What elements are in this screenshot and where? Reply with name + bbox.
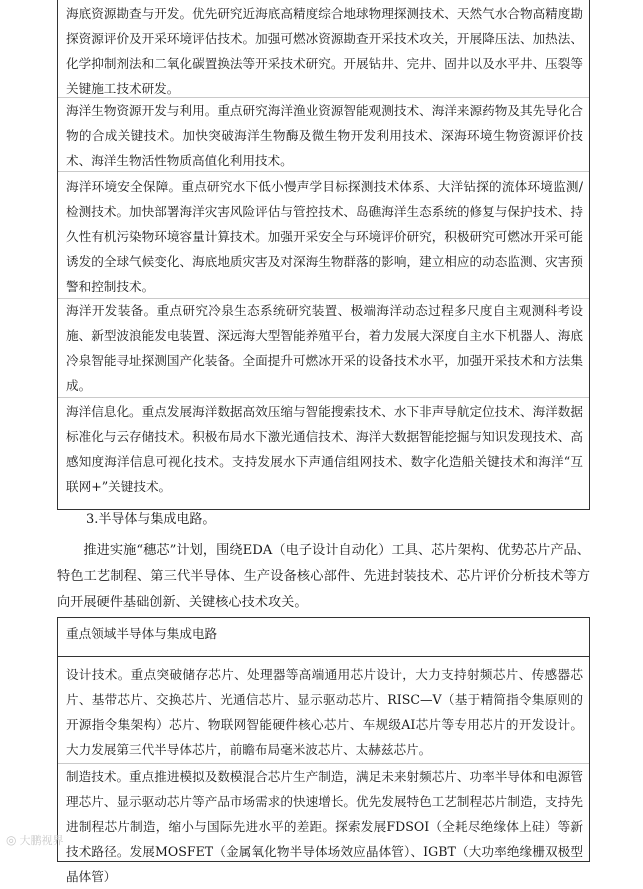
marine-tech-box (57, 0, 590, 510)
box-paragraph-marine-environment: 海洋环境安全保障。重点研究水下低小慢声学目标探测技术体系、大洋钻探的流体环境监测/检测技术。加快部署海洋灾害风险评估与管控技术、岛礁海洋生态系统的修复与保护技术、持久性有机污染物环境容量计算技术。加强开采安全与环境评价研究，积极研究可燃冰开采可能诱发的全球气候变化、海底地质灾害及对深海生物群落的影响，建立相应的动态监测、灾害预警和控制技术。 (66, 179, 583, 294)
watermark-text: 大鹏视界 (19, 834, 64, 847)
box-paragraph-manufacturing-tech: 制造技术。重点推进模拟及数模混合芯片生产制造，满足未来射频芯片、功率半导体和电源管理芯片、显示驱动芯片等产品市场需求的快速增长。优先发展特色工艺制程芯片制造，支持先进制程芯片制造，缩小与国际先进水平的差距。探索发展FDSOI（全耗尽绝缘体上硅）等新技术路径。发展MOSFET（金属氧化物半导体场效应晶体管）、IGBT（大功率绝缘栅双极型晶体管） (66, 769, 583, 884)
box-title: 重点领域半导体与集成电路 (66, 626, 218, 641)
paragraph-divider (58, 171, 589, 172)
weibo-icon: ◎ (6, 833, 17, 847)
title-divider (58, 656, 589, 657)
box-paragraph-marine-informatization: 海洋信息化。重点发展海洋数据高效压缩与智能搜索技术、水下非声导航定位技术、海洋数据标准化与云存储技术。积极布局水下激光通信技术、海洋大数据智能挖掘与知识发现技术、高感知度海洋信息可视化技术。支持发展水下声通信组网技术、数字化造船关键技术和海洋“互联网+”关键技术。 (66, 404, 583, 494)
watermark (6, 832, 63, 848)
section-heading: 3.半导体与集成电路。 (86, 512, 216, 527)
box-paragraph-seabed-resources: 海底资源勘查与开发。优先研究近海底高精度综合地球物理探测技术、天然气水合物高精度勘探资源评价及开采环境评估技术。加强可燃冰资源勘查开采技术攻关，开展降压法、加热法、化学抑制剂法和二氧化碳置换法等开采技术研究。开展钻井、完井、固井以及水平井、压裂等关键施工技术研发。 (66, 6, 583, 96)
semiconductor-box (57, 617, 590, 884)
paragraph-divider (58, 397, 589, 398)
box-paragraph-marine-equipment: 海洋开发装备。重点研究冷泉生态系统研究装置、极端海洋动态过程多尺度自主观测科考设施、新型波浪能发电装置、深远海大型智能养殖平台，着力发展大深度自主水下机器人、海底冷泉智能寻址探测国产化装备。全面提升可燃冰开采的设备技术水平，加强开采技术和方法集成。 (66, 303, 583, 393)
section-body-paragraph: 推进实施“穗芯”计划，围绕EDA（电子设计自动化）工具、芯片架构、优势芯片产品、特色工艺制程、第三代半导体、生产设备核心部件、先进封装技术、芯片评价分析技术等方向开展硬件基础创新、关键核心技术攻关。 (57, 543, 590, 610)
box-paragraph-marine-biology: 海洋生物资源开发与利用。重点研究海洋渔业资源智能观测技术、海洋来源药物及其先导化合物的合成关键技术。加快突破海洋生物酶及微生物开发利用技术、深海环境生物资源评价技术、海洋生物活性物质高值化利用技术。 (66, 103, 583, 168)
box-paragraph-design-tech: 设计技术。重点突破储存芯片、处理器等高端通用芯片设计，大力支持射频芯片、传感器芯片、基带芯片、交换芯片、光通信芯片、显示驱动芯片、RISC—V（基于精简指令集原则的开源指令集架构）芯片、物联网智能硬件核心芯片、车规级AI芯片等专用芯片的开发设计。大力发展第三代半导体芯片，前瞻布局毫米波芯片、太赫兹芯片。 (66, 667, 583, 757)
